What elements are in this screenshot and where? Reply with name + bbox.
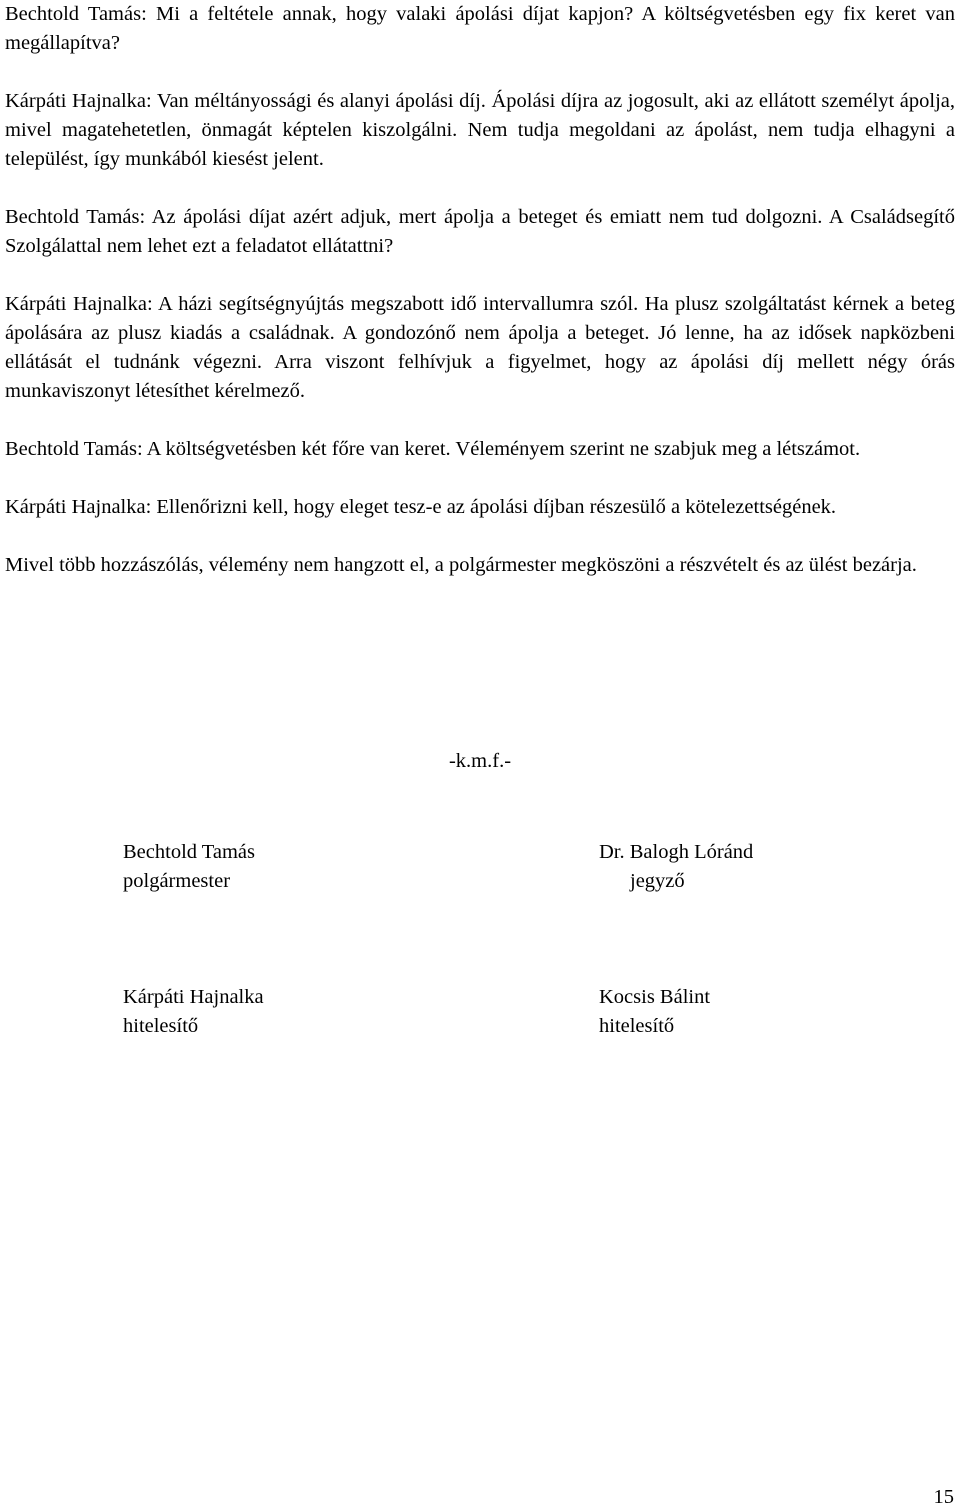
signature-block-authenticator-1: [123, 983, 264, 1041]
signoff-mark: -k.m.f.-: [448, 750, 512, 772]
signature-block-mayor: [123, 838, 255, 896]
document-page: [5, 0, 955, 609]
signature-block-notary: [599, 838, 753, 896]
paragraph-2: Kárpáti Hajnalka: Van méltányossági és alanyi ápolási díj. Ápolási díjra az jogosult, aki az ellátott személyt ápolja, mivel magatehetetlen, önmagát képtelen kiszolgálni. Nem tudja megoldani az ápolást, nem tudja elhagyni a települést, így munkából kiesést jelent.: [5, 90, 955, 170]
signature-name: Kocsis Bálint: [599, 986, 711, 1008]
paragraph-6: Kárpáti Hajnalka: Ellenőrizni kell, hogy eleget tesz-e az ápolási díjban részesülő a kötelezettségének.: [5, 496, 837, 518]
signature-name: Dr. Balogh Lóránd: [599, 841, 754, 863]
signature-title: polgármester: [123, 870, 231, 892]
signature-name: Kárpáti Hajnalka: [123, 986, 264, 1008]
paragraph-3: Bechtold Tamás: Az ápolási díjat azért adjuk, mert ápolja a beteget és emiatt nem tud dolgozni. A Családsegítő Szolgálattal nem lehet ezt a feladatot ellátattni?: [5, 206, 955, 257]
signature-name: Bechtold Tamás: [123, 841, 255, 863]
paragraph-5: Bechtold Tamás: A költségvetésben két főre van keret. Véleményem szerint ne szabjuk meg a létszámot.: [5, 438, 861, 460]
paragraph-4: Kárpáti Hajnalka: A házi segítségnyújtás megszabott idő intervallumra szól. Ha plusz szolgáltatást kérnek a beteg ápolására az plusz kiadás a családnak. A gondozónő nem ápolja a beteget. Jó lenne, ha az idősek napközbeni ellátását el tudnánk végezni. Arra viszont felhívjuk a figyelmet, hogy az ápolási díj mellett négy órás munkaviszonyt létesíthet kérelmező.: [5, 293, 955, 402]
signature-title: jegyző: [630, 870, 685, 892]
signature-block-authenticator-2: [599, 983, 710, 1041]
page-number: 15: [933, 1486, 954, 1508]
paragraph-7: Mivel több hozzászólás, vélemény nem hangzott el, a polgármester megköszöni a részvételt és az ülést bezárja.: [5, 554, 917, 576]
signature-title: hitelesítő: [599, 1015, 675, 1037]
paragraph-1: Bechtold Tamás: Mi a feltétele annak, hogy valaki ápolási díjat kapjon? A költségvetésben egy fix keret van megállapítva?: [5, 3, 955, 54]
signature-title: hitelesítő: [123, 1015, 199, 1037]
